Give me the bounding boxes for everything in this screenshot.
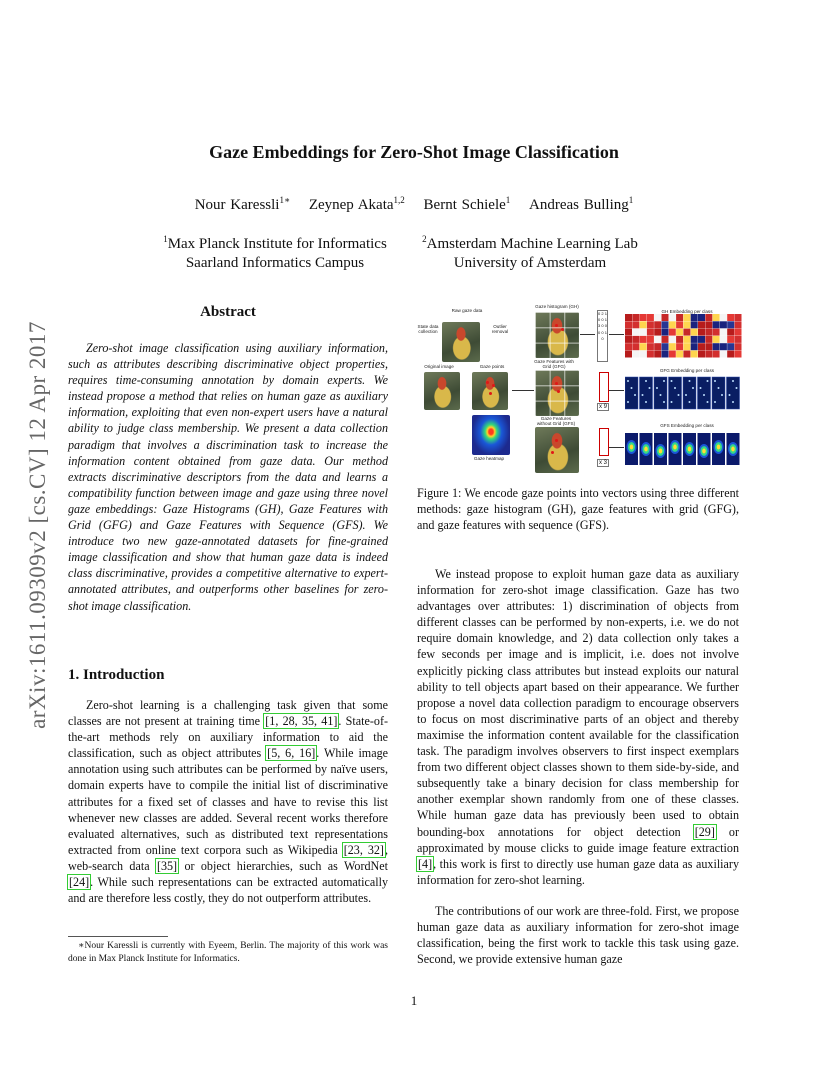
figure-label: Gaze histogram (GH) — [535, 304, 579, 309]
body-paragraph: We instead propose to exploit human gaze data as auxiliary information for zero-shot image classification. Gaze has two advantages over attributes: 1) discrimination of objects from different classes can be performed by non-experts, i.e. we do not require domain knowledge, and 2) data collection only takes a few seconds per image and is implicit, i.e. does not involve explicitly picking class attributes but instead exploits our natural ability to tell objects apart based on their appearance. We further propose a novel data collection paradigm to encourage observers to focus on most discriminative parts of an object and thereby maximise the information content available for the classification task. The paradigm involves observers to first inspect exemplars from two different object classes shown to them side-by-side, and subsequently take a binary decision for class membership for another exemplar shown randomly from one of these classes. While human gaze data has previously been used to obtain bounding-box annotations for object detection [29] or approximated by mouse clicks to guide image feature extraction [4], this work is first to directly use human gaze data as auxiliary information for zero-shot learning. — [417, 567, 739, 887]
author: Bernt Schiele$^1$ — [423, 195, 511, 213]
gh-grid-image — [535, 312, 579, 358]
gfs-feature-vector — [599, 428, 609, 456]
author: Nour Karessli$^{1∗}$ — [194, 195, 291, 213]
multiplier-label: x 3 — [599, 460, 608, 466]
figure-label: State data collection — [417, 324, 439, 334]
paper-title: Gaze Embeddings for Zero-Shot Image Classification — [209, 142, 619, 162]
gh-embedding-heatmap — [625, 314, 742, 358]
figure-label: Gaze Features without Grid (GFS) — [536, 416, 576, 426]
figure-caption: Figure 1: We encode gaze points into vectors using three different methods: gaze histogram (GH), gaze features with grid (GFG), and gaze features with sequence (GFS). — [417, 486, 739, 533]
gaze-heatmap-image — [472, 415, 510, 455]
affiliation: $^2$Amsterdam Machine Learning Lab University of Amsterdam — [422, 234, 638, 271]
abstract-heading: Abstract — [200, 304, 256, 320]
arxiv-identifier: arXiv:1611.09309v2 [cs.CV] 12 Apr 2017 — [25, 321, 50, 729]
gfs-image — [535, 427, 579, 473]
gfs-embedding-grid — [625, 429, 742, 469]
affiliation: $^1$Max Planck Institute for Informatics Saarland Informatics Campus — [163, 234, 387, 271]
citation-link[interactable]: [23, 32] — [343, 842, 384, 857]
figure-label: Outlier removal — [491, 324, 509, 334]
gfg-embedding-grid — [625, 373, 742, 413]
multiplier-label: x 9 — [599, 404, 608, 410]
author: Andreas Bulling$^1$ — [529, 195, 634, 213]
figure-1 — [417, 302, 742, 474]
figure-label: Gaze heatmap — [473, 456, 505, 461]
citation-link[interactable]: [29] — [694, 824, 715, 839]
gaze-points-image — [472, 372, 508, 410]
figure-label: Raw gaze data — [451, 308, 483, 313]
figure-label: Gaze Features with Grid (GFG) — [534, 359, 574, 369]
section-heading: 1. Introduction — [68, 667, 165, 683]
author-list — [0, 195, 828, 214]
body-paragraph: The contributions of our work are three-fold. First, we propose human gaze data as auxiliary information for zero-shot image classification, being the first work to tackle this task using gaze. Second, we provide extensive human gaze — [417, 904, 739, 967]
citation-link[interactable]: [5, 6, 16] — [267, 746, 316, 761]
abstract-text: Zero-shot image classification using auxiliary information, such as attributes describing discriminative object properties, requires time-consuming annotation by domain experts. We instead propose a method that relies on human gaze as auxiliary information, exploiting that even non-expert users have a natural ability to judge class membership. We present a data collection paradigm that involves a discrimination task to increase the information content obtained from gaze data. Our method extracts discriminative descriptors from the data and learns a compatibility function between image and gaze using three novel gaze embeddings: Gaze Histograms (GH), Gaze Features with Grid (GFG) and Gaze Features with Sequence (GFS). We introduce two new gaze-annotated datasets for fine-grained image classification and show that human gaze data is indeed class discriminative, provides a competitive alternative to expert-annotated attributes, and outperforms other baselines for zero-shot image classification. — [68, 341, 388, 613]
intro-paragraph: Zero-shot learning is a challenging task given that some classes are not present at training time [1, 28, 35, 41]. State-of-the-art methods rely on auxiliary information to aid the classification, such as object attributes [5, 6, 16]. While image annotation using such attributes can be performed by naïve users, domain experts have to compile the initial list of discriminative attributes for a fixed set of classes and have to revise this list whenever new classes are added. Several recent works therefore evaluated alternatives, such as distributed text representations extracted from online text corpora such as Wikipedia [23, 32], web-search data [35] or object hierarchies, such as WordNet [24]. While such representations can be extracted automatically and are therefore less costly, they do not outperform attributes. — [68, 698, 389, 906]
citation-link[interactable]: [1, 28, 35, 41] — [265, 714, 338, 729]
page-number: 1 — [410, 993, 418, 1008]
figure-label: GH Embedding per class — [661, 309, 713, 314]
bird-image — [442, 322, 480, 362]
bird-image — [424, 372, 460, 410]
citation-link[interactable]: [35] — [156, 858, 178, 873]
gh-vector: 0 2 1 0 0 13 0 0 0 0 1 0 — [597, 310, 608, 362]
gfg-feature-vector — [599, 372, 609, 402]
figure-label: GFG Embedding per class — [659, 368, 715, 373]
figure-label: GFS Embedding per class — [660, 423, 714, 428]
citation-link[interactable]: [24] — [69, 875, 90, 890]
figure-label: Gaze points — [479, 364, 505, 369]
citation-link[interactable]: [4] — [418, 856, 433, 871]
footnote: ∗Nour Karessli is currently with Eyeem, Berlin. The majority of this work was done in Max Planck Institute for Informatics. — [68, 941, 388, 964]
figure-label: Original image — [424, 364, 454, 369]
gfg-image — [535, 370, 579, 416]
footnote-rule — [68, 936, 168, 937]
author: Zeynep Akata$^{1,2}$ — [308, 195, 405, 213]
